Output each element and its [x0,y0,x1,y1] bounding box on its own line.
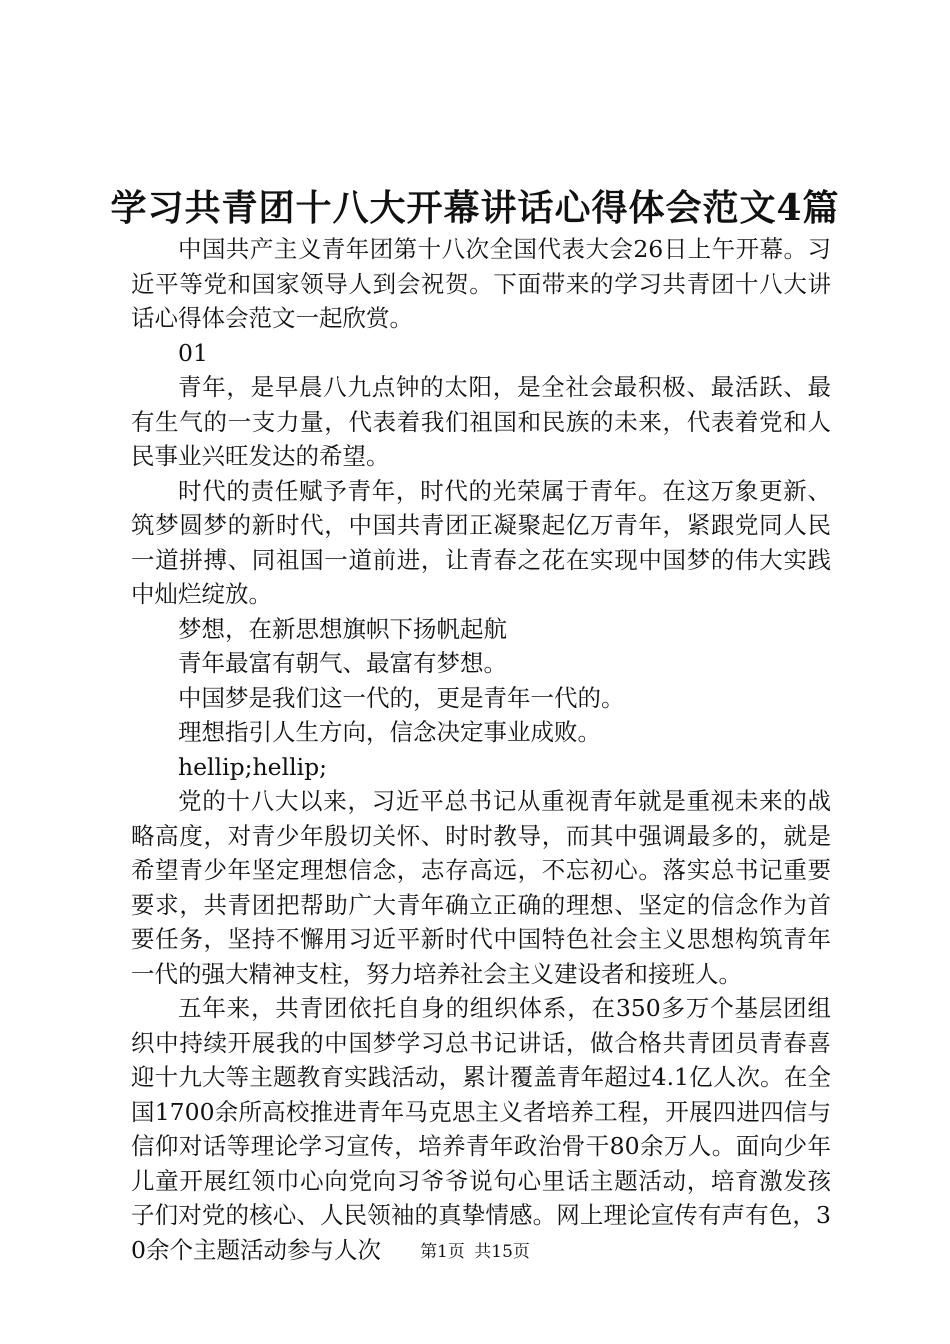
paragraph: 青年最富有朝气、最富有梦想。 [178,649,507,677]
paragraph-subheading: 梦想，在新思想旗帜下扬帆起航 [178,614,507,643]
document-body [131,232,831,1267]
paragraph: 中国梦是我们这一代的，更是青年一代的。 [178,683,625,712]
page-footer [0,1240,950,1264]
paragraph: 五年来，共青团依托自身的组织体系，在350多万个基层团组织中持续开展我的中国梦学习总书记讲话，做合格共青团员青春喜迎十九大等主题教育实践活动，累计覆盖青年超过4.1亿人次。在全国1700余所高校推进青年马克思主义者培养工程，开展四进四信与信仰对话等理论学习宣传，培养青年政治骨干80余万人。面向少年儿童开展红领巾心向党向习爷爷说句心里话主题活动，培育激发孩子们对党的核心、人民领袖的真挚情感。网上理论宣传有声有色，30余个主题活动参与人次 [131,994,831,1264]
document-title: 学习共青团十八大开幕讲话心得体会范文4篇 [110,187,840,229]
page-number-total: 共15页 [474,1242,530,1262]
paragraph: 时代的责任赋予青年，时代的光荣属于青年。在这万象更新、筑梦圆梦的新时代，中国共青团正凝聚起亿万青年，紧跟党同人民一道拼搏、同祖国一道前进，让青春之花在实现中国梦的伟大实践中灿烂绽放。 [131,476,831,608]
page-number-current: 第1页 [420,1242,465,1262]
paragraph-ellipsis: hellip;hellip; [178,752,328,781]
paragraph-intro: 中国共产主义青年团第十八次全国代表大会26日上午开幕。习近平等党和国家领导人到会祝贺。下面带来的学习共青团十八大讲话心得体会范文一起欣赏。 [131,235,831,332]
paragraph: 理想指引人生方向，信念决定事业成败。 [178,718,601,746]
paragraph-section-number: 01 [178,338,208,367]
paragraph: 党的十八大以来，习近平总书记从重视青年就是重视未来的战略高度，对青少年殷切关怀、时时教导，而其中强调最多的，就是希望青少年坚定理想信念，志存高远，不忘初心。落实总书记重要要求，共青团把帮助广大青年确立正确的理想、坚定的信念作为首要任务，坚持不懈用习近平新时代中国特色社会主义思想构筑青年一代的强大精神支柱，努力培养社会主义建设者和接班人。 [131,787,831,988]
paragraph: 青年，是早晨八九点钟的太阳，是全社会最积极、最活跃、最有生气的一支力量，代表着我们祖国和民族的未来，代表着党和人民事业兴旺发达的希望。 [131,373,831,470]
